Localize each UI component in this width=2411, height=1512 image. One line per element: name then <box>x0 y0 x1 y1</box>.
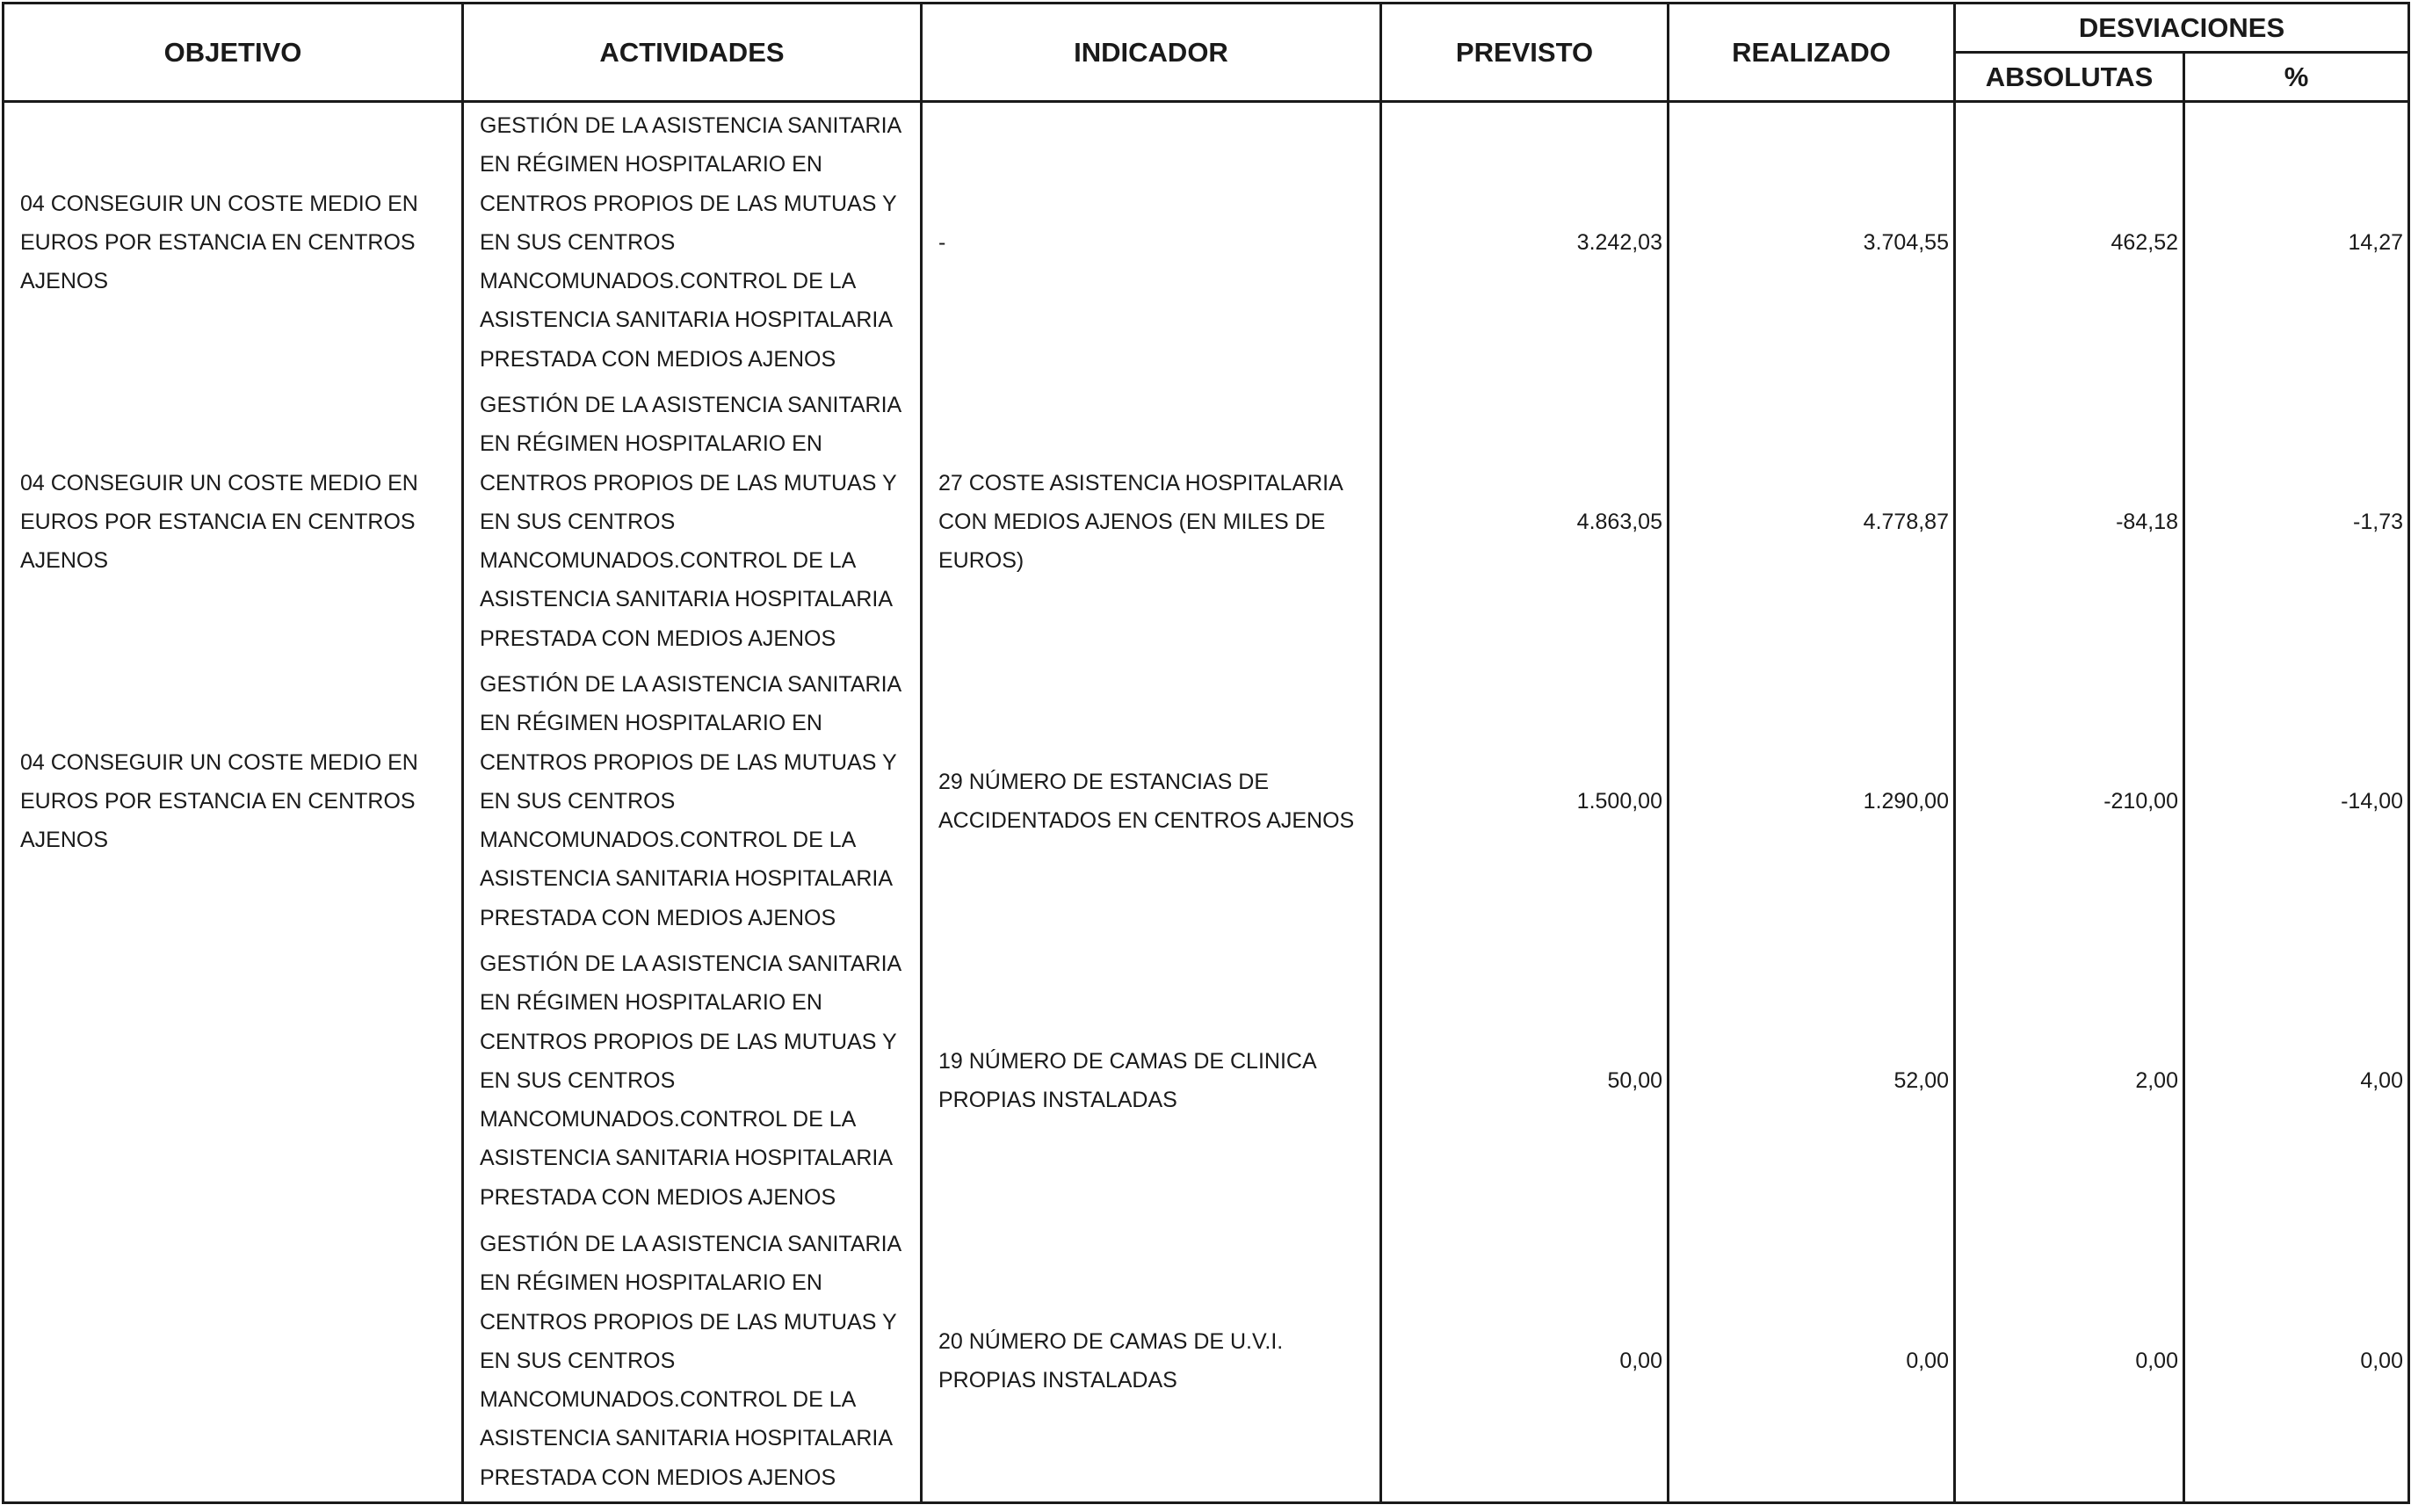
cell-indicador <box>922 102 1381 383</box>
cell-absolutas: 462,52 <box>1955 102 2184 383</box>
cell-previsto: 1.500,00 <box>1381 662 1669 941</box>
cell-indicador <box>922 662 1381 941</box>
cell-actividades <box>463 1220 922 1503</box>
cell-objetivo <box>4 102 463 383</box>
table-row <box>4 102 2409 383</box>
indicador-text: 20 NÚMERO DE CAMAS DE U.V.I. PROPIAS INSTALADAS <box>938 1328 1284 1393</box>
cell-actividades <box>463 662 922 941</box>
cell-porcentaje: 14,27 <box>2184 102 2409 383</box>
cell-porcentaje: -14,00 <box>2184 662 2409 941</box>
cell-porcentaje: -1,73 <box>2184 382 2409 662</box>
cell-realizado: 1.290,00 <box>1669 662 1955 941</box>
table-row <box>4 382 2409 662</box>
indicador-text: 27 COSTE ASISTENCIA HOSPITALARIA CON MEDIOS AJENOS (EN MILES DE EUROS) <box>938 470 1343 574</box>
cell-objetivo <box>4 941 463 1220</box>
indicador-text: - <box>938 229 946 255</box>
cell-realizado: 52,00 <box>1669 941 1955 1220</box>
header-row-top <box>4 4 2409 53</box>
cell-objetivo <box>4 662 463 941</box>
header-indicador: INDICADOR <box>922 4 1381 102</box>
actividades-text: GESTIÓN DE LA ASISTENCIA SANITARIA EN RÉGIMEN HOSPITALARIO EN CENTROS PROPIOS DE LAS MUTUAS Y EN SUS CENTROS MANCOMUNADOS.CONTROL DE LA ASISTENCIA SANITARIA HOSPITALARIA PRESTADA CON MEDIOS AJENOS <box>480 1232 902 1490</box>
table-body <box>4 102 2409 1503</box>
header-objetivo: OBJETIVO <box>4 4 463 102</box>
cell-previsto: 0,00 <box>1381 1220 1669 1503</box>
cell-indicador <box>922 1220 1381 1503</box>
cell-porcentaje: 4,00 <box>2184 941 2409 1220</box>
objetivo-text: 04 CONSEGUIR UN COSTE MEDIO EN EUROS POR ESTANCIA EN CENTROS AJENOS <box>20 470 418 574</box>
objetivo-text: 04 CONSEGUIR UN COSTE MEDIO EN EUROS POR ESTANCIA EN CENTROS AJENOS <box>20 191 418 294</box>
objetivo-text: 04 CONSEGUIR UN COSTE MEDIO EN EUROS POR ESTANCIA EN CENTROS AJENOS <box>20 749 418 853</box>
cell-objetivo <box>4 1220 463 1503</box>
cell-absolutas: 2,00 <box>1955 941 2184 1220</box>
cell-actividades <box>463 102 922 383</box>
cell-absolutas: 0,00 <box>1955 1220 2184 1503</box>
cell-realizado: 0,00 <box>1669 1220 1955 1503</box>
cell-absolutas: -210,00 <box>1955 662 2184 941</box>
cell-indicador <box>922 941 1381 1220</box>
cell-realizado: 4.778,87 <box>1669 382 1955 662</box>
header-absolutas: ABSOLUTAS <box>1955 53 2184 102</box>
cell-previsto: 4.863,05 <box>1381 382 1669 662</box>
header-realizado: REALIZADO <box>1669 4 1955 102</box>
report-table <box>2 2 2410 1504</box>
cell-previsto: 3.242,03 <box>1381 102 1669 383</box>
cell-actividades <box>463 382 922 662</box>
table-row <box>4 941 2409 1220</box>
cell-objetivo <box>4 382 463 662</box>
cell-porcentaje: 0,00 <box>2184 1220 2409 1503</box>
cell-realizado: 3.704,55 <box>1669 102 1955 383</box>
header-porcentaje: % <box>2184 53 2409 102</box>
indicador-text: 29 NÚMERO DE ESTANCIAS DE ACCIDENTADOS EN CENTROS AJENOS <box>938 769 1355 833</box>
table-row <box>4 1220 2409 1503</box>
actividades-text: GESTIÓN DE LA ASISTENCIA SANITARIA EN RÉGIMEN HOSPITALARIO EN CENTROS PROPIOS DE LAS MUTUAS Y EN SUS CENTROS MANCOMUNADOS.CONTROL DE LA ASISTENCIA SANITARIA HOSPITALARIA PRESTADA CON MEDIOS AJENOS <box>480 672 902 930</box>
actividades-text: GESTIÓN DE LA ASISTENCIA SANITARIA EN RÉGIMEN HOSPITALARIO EN CENTROS PROPIOS DE LAS MUTUAS Y EN SUS CENTROS MANCOMUNADOS.CONTROL DE LA ASISTENCIA SANITARIA HOSPITALARIA PRESTADA CON MEDIOS AJENOS <box>480 951 902 1210</box>
header-previsto: PREVISTO <box>1381 4 1669 102</box>
table-row <box>4 662 2409 941</box>
header-actividades: ACTIVIDADES <box>463 4 922 102</box>
cell-indicador <box>922 382 1381 662</box>
cell-absolutas: -84,18 <box>1955 382 2184 662</box>
table-header <box>4 4 2409 102</box>
indicador-text: 19 NÚMERO DE CAMAS DE CLINICA PROPIAS INSTALADAS <box>938 1048 1317 1112</box>
actividades-text: GESTIÓN DE LA ASISTENCIA SANITARIA EN RÉGIMEN HOSPITALARIO EN CENTROS PROPIOS DE LAS MUTUAS Y EN SUS CENTROS MANCOMUNADOS.CONTROL DE LA ASISTENCIA SANITARIA HOSPITALARIA PRESTADA CON MEDIOS AJENOS <box>480 113 902 372</box>
cell-previsto: 50,00 <box>1381 941 1669 1220</box>
cell-actividades <box>463 941 922 1220</box>
actividades-text: GESTIÓN DE LA ASISTENCIA SANITARIA EN RÉGIMEN HOSPITALARIO EN CENTROS PROPIOS DE LAS MUTUAS Y EN SUS CENTROS MANCOMUNADOS.CONTROL DE LA ASISTENCIA SANITARIA HOSPITALARIA PRESTADA CON MEDIOS AJENOS <box>480 393 902 651</box>
header-desviaciones: DESVIACIONES <box>1955 4 2409 53</box>
